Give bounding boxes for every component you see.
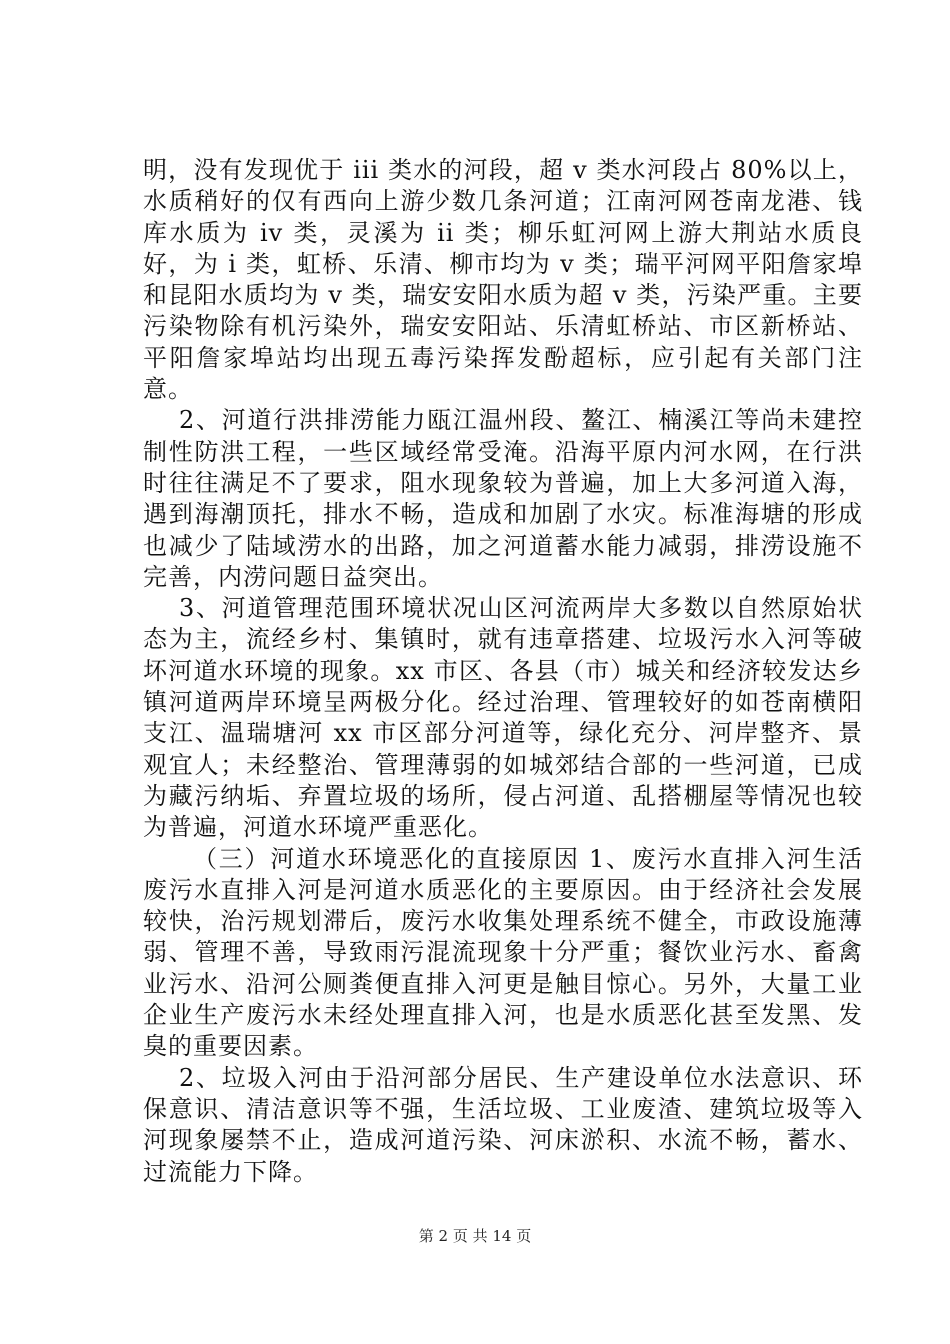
paragraph-river-environment: 3、河道管理范围环境状况山区河流两岸大多数以自然原始状态为主，流经乡村、集镇时，就有违章搭建、垃圾污水入河等破坏河道水环境的现象。xx 市区、各县（市）城关和经济较发达乡镇河道两岸环境呈两极分化。经过治理、管理较好的如苍南横阳支江、温瑞塘河 xx 市区部分河道等，绿化充分、河岸整齐、景观宜人；未经整治、管理薄弱的如城郊结合部的一些河道，已成为藏污纳垢、弃置垃圾的场所，侵占河道、乱搭棚屋等情况也较为普遍，河道水环境严重恶化。 <box>143 594 863 842</box>
document-body <box>143 155 863 1188</box>
paragraph-water-quality: 明，没有发现优于 iii 类水的河段，超 v 类水河段占 80%以上，水质稍好的仅有西向上游少数几条河道；江南河网苍南龙港、钱库水质为 iv 类，灵溪为 ii 类；柳乐虹河网上游大荆站水质良好，为 i 类，虹桥、乐清、柳市均为 v 类；瑞平河网平阳詹家埠和昆阳水质均为 v 类，瑞安安阳水质为超 v 类，污染严重。主要污染物除有机污染外，瑞安安阳站、乐清虹桥站、市区新桥站、平阳詹家埠站均出现五毒污染挥发酚超标，应引起有关部门注意。 <box>143 156 863 404</box>
paragraph-garbage-dumping: 2、垃圾入河由于沿河部分居民、生产建设单位水法意识、环保意识、清洁意识等不强，生活垃圾、工业废渣、建筑垃圾等入河现象屡禁不止，造成河道污染、河床淤积、水流不畅，蓄水、过流能力下降。 <box>143 1063 863 1186</box>
page-footer: 第 2 页 共 14 页 <box>418 1227 532 1245</box>
paragraph-direct-causes: （三）河道水环境恶化的直接原因 1、废污水直排入河生活废污水直排入河是河道水质恶化的主要原因。由于经济社会发展较快，治污规划滞后，废污水收集处理系统不健全，市政设施薄弱、管理不善，导致雨污混流现象十分严重；餐饮业污水、畜禽业污水、沿河公厕粪便直排入河更是触目惊心。另外，大量工业企业生产废污水未经处理直排入河，也是水质恶化甚至发黑、发臭的重要因素。 <box>143 844 863 1061</box>
paragraph-flood-drainage: 2、河道行洪排涝能力瓯江温州段、鳌江、楠溪江等尚未建控制性防洪工程，一些区域经常受淹。沿海平原内河水网，在行洪时往往满足不了要求，阻水现象较为普遍，加上大多河道入海，遇到海潮顶托，排水不畅，造成和加剧了水灾。标准海塘的形成也减少了陆域涝水的出路，加之河道蓄水能力减弱，排涝设施不完善，内涝问题日益突出。 <box>143 406 863 591</box>
